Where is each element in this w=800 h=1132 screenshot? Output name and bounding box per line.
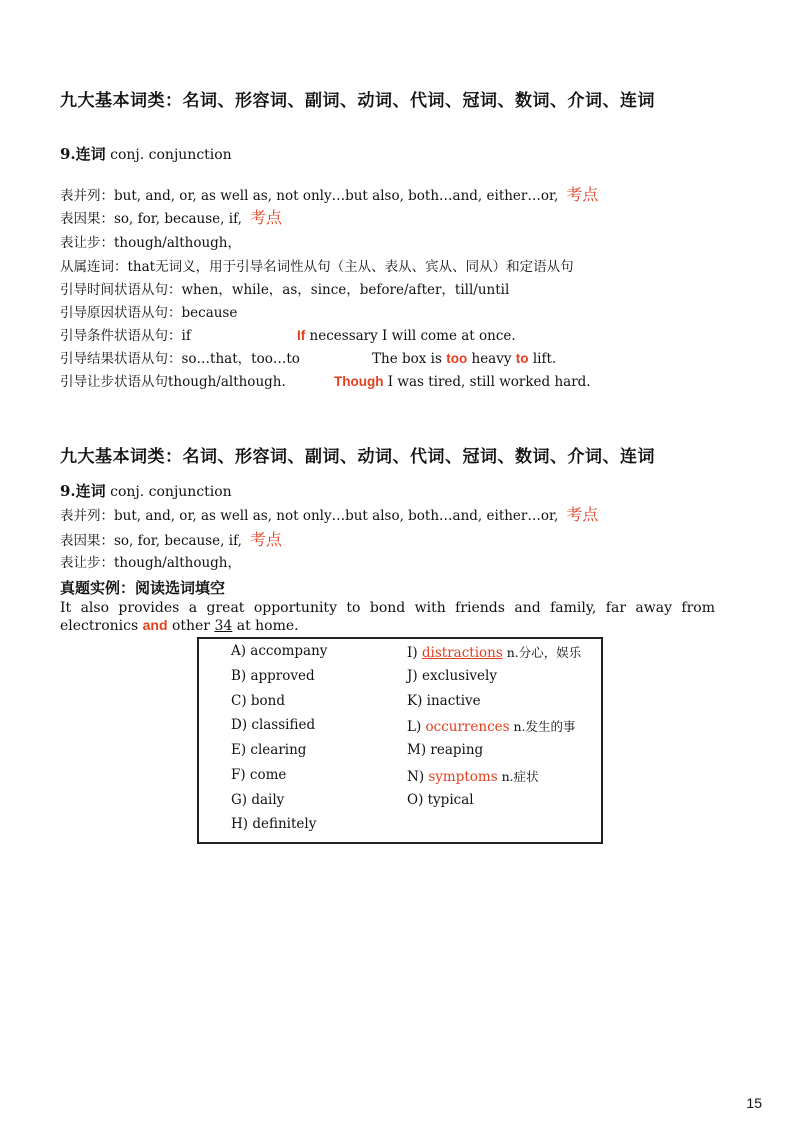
line-label: 引导让步状语从句though/although. [60,374,286,390]
section-heading [60,143,232,164]
passage-line-2: electronics and other 34 at home. [60,617,299,634]
highlight-word: symptoms [428,769,498,785]
line-label: 引导原因状语从句： [60,305,182,321]
line-text: so…that，too…to [181,351,300,367]
line-label: 表因果： [60,533,114,549]
highlight-word: occurrences [425,719,510,735]
page-number: 15 [746,1095,762,1111]
coordinating-line [60,185,598,206]
highlight-word: too [446,351,468,366]
line-label: 引导结果状语从句： [60,351,182,367]
line-label: 表让步： [60,235,114,251]
option-g: G) daily [231,792,285,808]
section-number: 9.连词 [60,145,106,163]
result-example [372,349,556,369]
word-bank-box [197,637,603,844]
concession-clause-line [60,372,286,392]
option-a: A) accompany [231,643,328,659]
option-h: H) definitely [231,816,317,832]
result-clause-line [60,349,300,369]
highlight-word: If [297,328,306,343]
example-text: lift. [528,351,557,367]
line-text: so, for, because, if, [114,533,242,549]
concession-line [60,233,241,253]
causal-line-repeat [60,530,282,551]
option-b: B) approved [231,668,315,684]
section-english: conj. conjunction [110,484,232,500]
annotation: n.症状 [497,769,539,784]
option-k: K) inactive [407,693,481,709]
line-text: though/although， [114,235,241,251]
key-point-mark: 考点 [249,208,282,227]
reading-passage [60,600,715,635]
page-title: 九大基本词类：名词、形容词、副词、动词、代词、冠词、数词、介词、连词 [60,91,655,111]
condition-clause-line [60,326,191,346]
annotation: n.分心，娱乐 [502,645,582,660]
section-heading-repeat [60,480,232,501]
option-e: E) clearing [231,742,307,758]
line-label: 表让步： [60,555,114,571]
option-f: F) come [231,767,287,783]
example-text: heavy [467,351,516,367]
line-label: 引导时间状语从句： [60,282,182,298]
line-text: but, and, or, as well as, not only…but also, both…and, either…or, [114,188,559,204]
highlight-word: distractions [421,645,503,661]
highlight-word: Though [334,374,384,389]
exam-example-heading: 真题实例：阅读选词填空 [60,579,226,597]
line-label: 表并列： [60,508,114,524]
line-text: when，while，as，since，before/after，till/until [181,282,510,298]
option-c: C) bond [231,693,285,709]
line-label: 表并列： [60,188,114,204]
condition-example [297,326,516,346]
concession-line-repeat [60,553,241,573]
option-j: J) exclusively [407,668,497,684]
line-label: 表因果： [60,211,114,227]
key-point-mark: 考点 [566,185,599,204]
option-n: N) symptoms n.症状 [407,769,539,785]
example-text: I was tired, still worked hard. [383,374,591,390]
coordinating-line-repeat [60,505,598,526]
section-number: 9.连词 [60,482,106,500]
time-clause-line [60,280,509,300]
example-text: The box is [372,351,447,367]
example-text: necessary I will come at once. [305,328,516,344]
key-point-mark: 考点 [566,505,599,524]
blank-number: 34 [214,618,233,634]
causal-line [60,208,282,229]
annotation: n.发生的事 [509,719,576,734]
concession-example [334,372,591,392]
option-o: O) typical [407,792,474,808]
reason-clause-line [60,303,237,323]
page-title-repeat: 九大基本词类：名词、形容词、副词、动词、代词、冠词、数词、介词、连词 [60,447,655,467]
line-text: if [181,328,191,344]
line-text: because [181,305,238,321]
option-l: L) occurrences n.发生的事 [407,719,576,735]
key-point-mark: 考点 [249,530,282,549]
option-i: I) distractions n.分心，娱乐 [407,645,582,661]
line-text: so, for, because, if, [114,211,242,227]
line-label: 引导条件状语从句： [60,328,182,344]
section-english: conj. conjunction [110,147,232,163]
highlight-word: to [515,351,529,366]
passage-line-1: It also provides a great opportunity to bond with friends and family, far away from [60,600,715,616]
line-text: though/although， [114,555,241,571]
option-m: M) reaping [407,742,484,758]
line-text: but, and, or, as well as, not only…but also, both…and, either…or, [114,508,559,524]
option-d: D) classified [231,717,316,733]
subordinating-line: 从属连词：that无词义，用于引导名词性从句（主从、表从、宾从、同从）和定语从句 [60,259,574,275]
highlight-word: and [142,617,168,633]
